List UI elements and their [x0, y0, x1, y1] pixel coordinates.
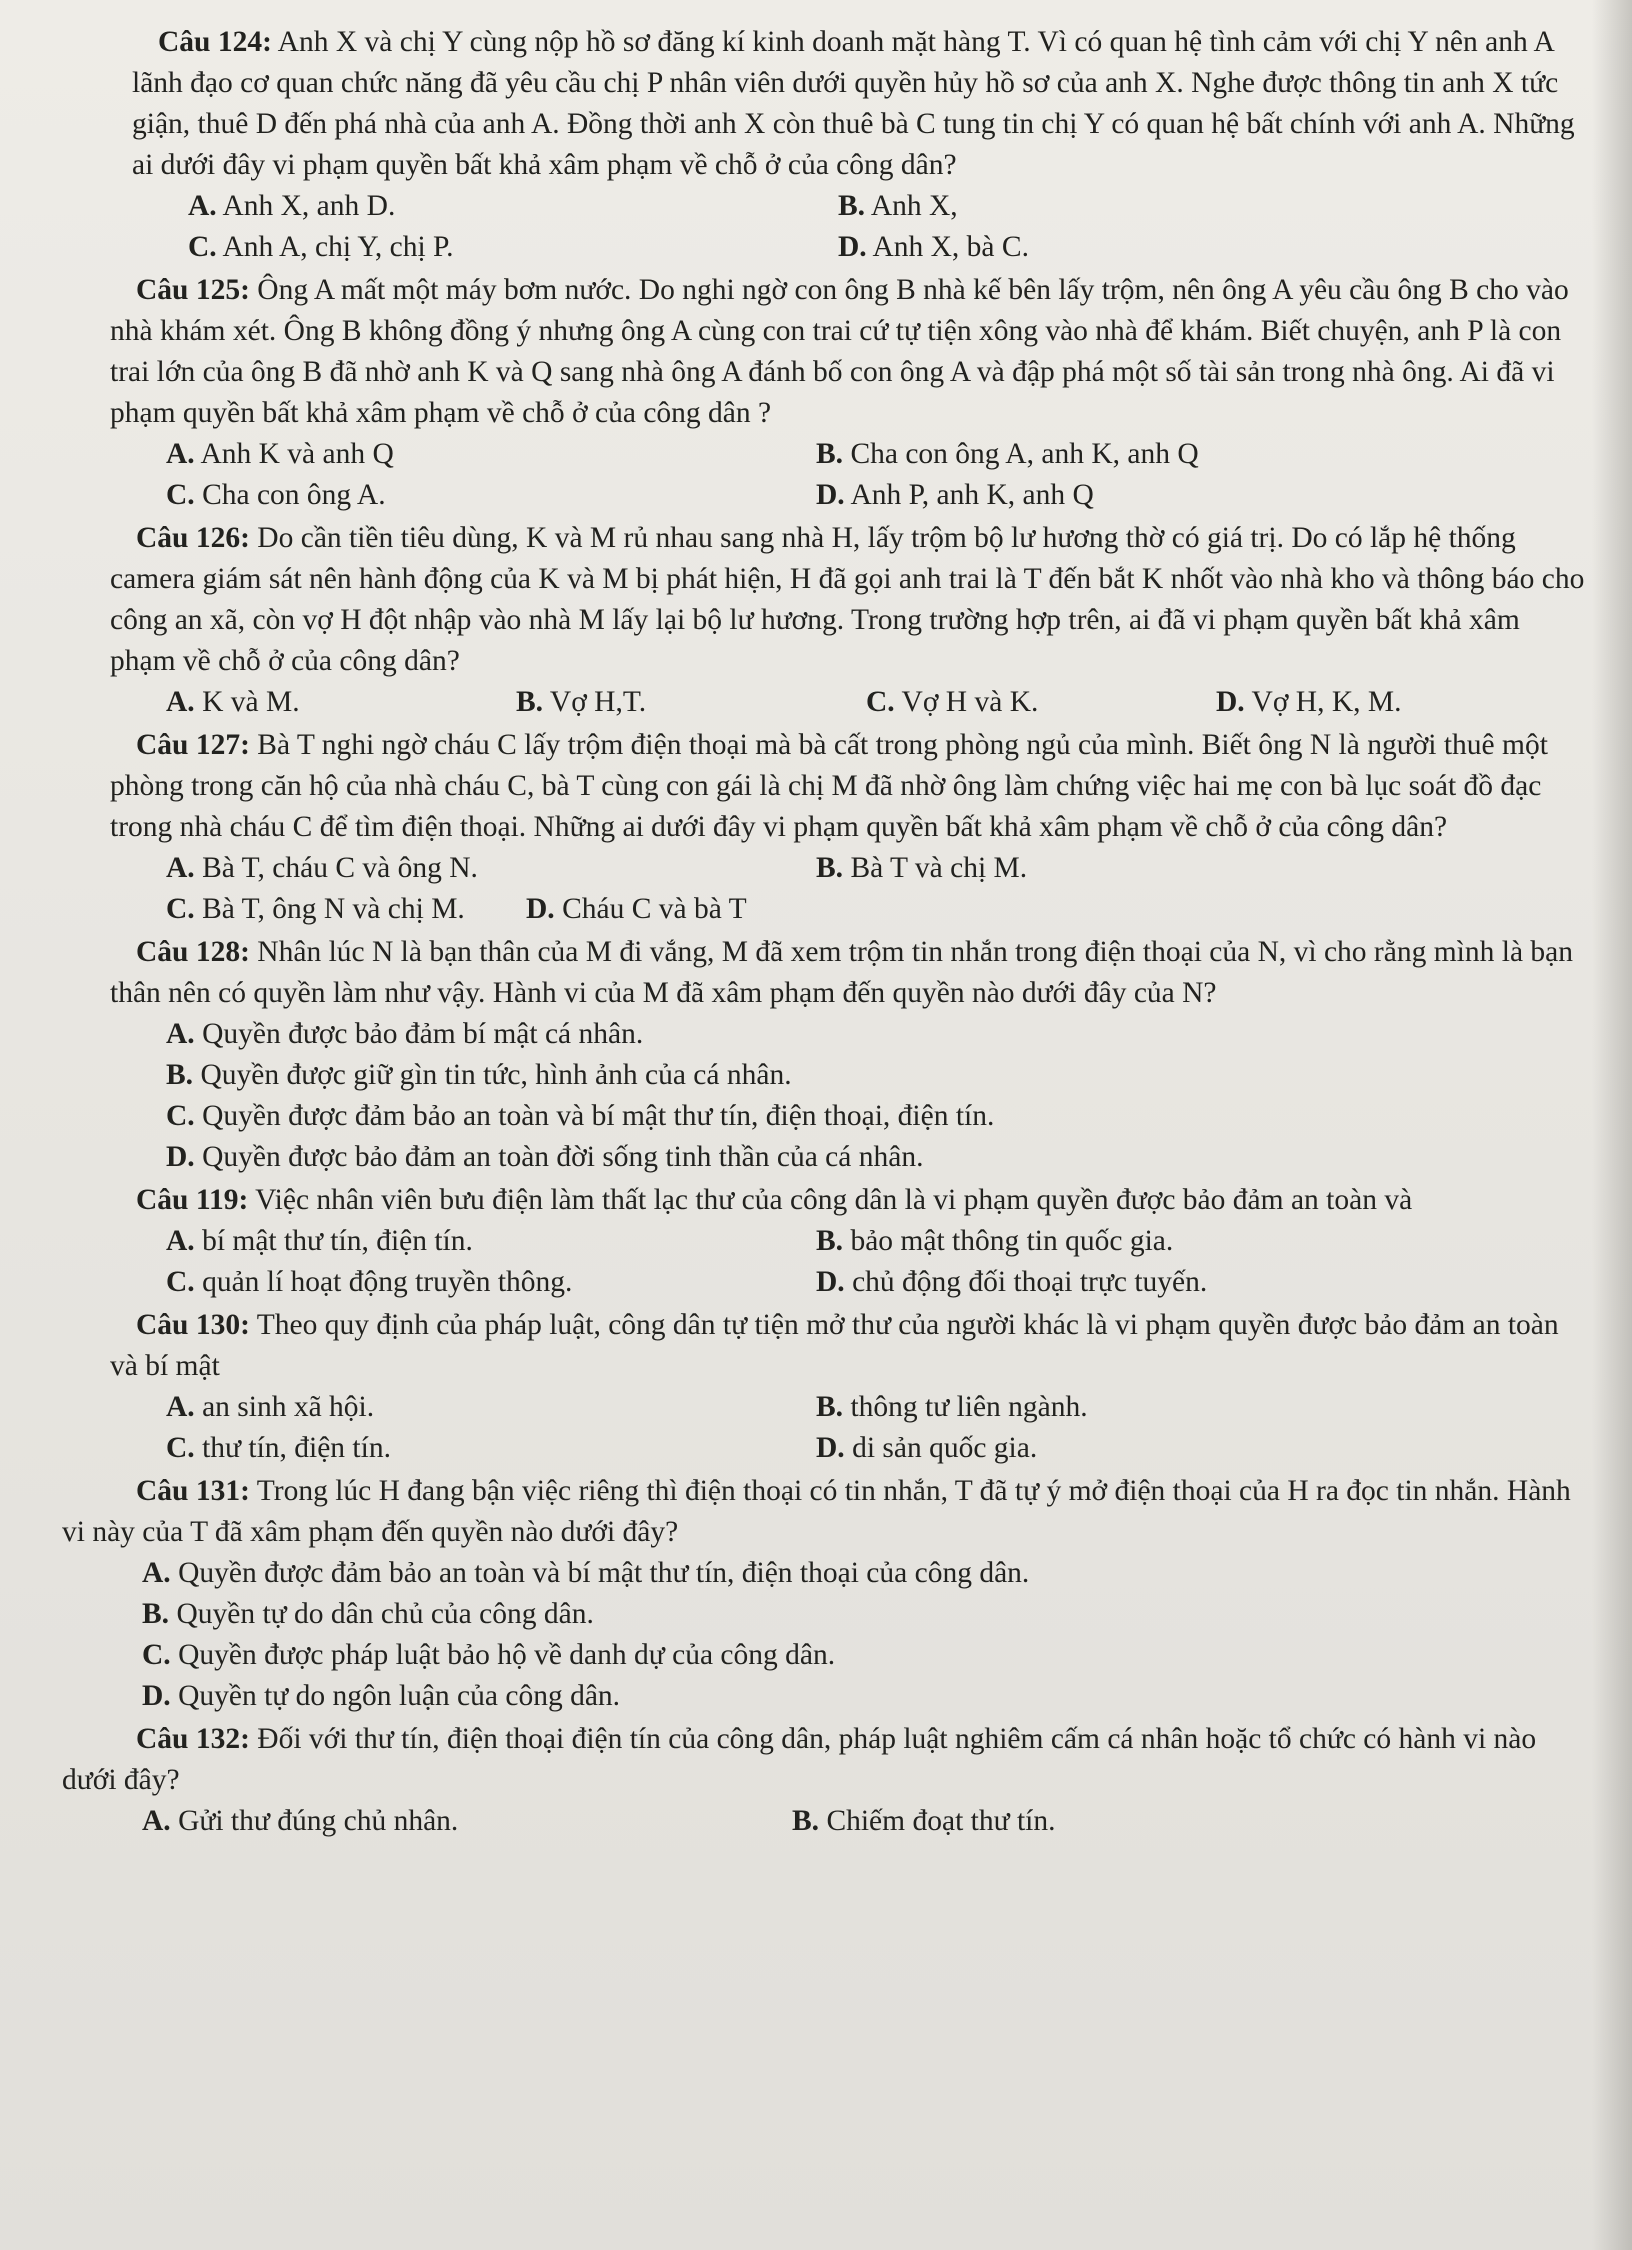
option-a: A. bí mật thư tín, điện tín.: [166, 1225, 473, 1257]
options-row: [110, 1262, 1590, 1303]
options-row: [62, 1801, 1590, 1842]
option-a: A. Quyền được đảm bảo an toàn và bí mật thư tín, điện thoại của công dân.: [142, 1557, 1030, 1589]
option-c: C. quản lí hoạt động truyền thông.: [166, 1266, 573, 1298]
options-row: [110, 1387, 1590, 1428]
options-row: [110, 475, 1590, 516]
question-stem: Bà T nghi ngờ cháu C lấy trộm điện thoại mà bà cất trong phòng ngủ của mình. Biết ông N là người thuê một phòng trong căn hộ của nhà cháu C, bà T cùng con gái là chị M đã nhờ ông làm chứng việc hai mẹ con bà lục soát đồ đạc trong nhà cháu C để tìm điện thoại. Những ai dưới đây vi phạm quyền bất khả xâm phạm về chỗ ở của công dân?: [110, 729, 1548, 843]
option-c: C. Anh A, chị Y, chị P.: [188, 231, 454, 263]
question-stem: Ông A mất một máy bơm nước. Do nghi ngờ con ông B nhà kế bên lấy trộm, nên ông A yêu cầu ông B cho vào nhà khám xét. Ông B không đồng ý nhưng ông A cùng con trai cứ tự tiện xông vào nhà để khám. Biết chuyện, anh P là con trai lớn của ông B đã nhờ anh K và Q sang nhà ông A đánh bố con ông A và đập phá một số tài sản trong nhà ông. Ai đã vi phạm quyền bất khả xâm phạm về chỗ ở của công dân ?: [110, 274, 1569, 429]
question-stem: Việc nhân viên bưu điện làm thất lạc thư của công dân là vi phạm quyền được bảo đảm an toàn và: [255, 1184, 1413, 1216]
option-b: B. thông tư liên ngành.: [816, 1391, 1088, 1423]
option-a: A. an sinh xã hội.: [166, 1391, 375, 1423]
options-stack: [62, 1553, 1590, 1717]
option-b: B. Bà T và chị M.: [816, 852, 1028, 884]
options-row: [110, 682, 1590, 723]
options-row: [110, 889, 1590, 930]
question-124: [132, 22, 1590, 268]
option-b: B. Quyền được giữ gìn tin tức, hình ảnh của cá nhân.: [166, 1059, 792, 1091]
option-d: D. Cháu C và bà T: [526, 893, 747, 925]
question-stem: Do cần tiền tiêu dùng, K và M rủ nhau sang nhà H, lấy trộm bộ lư hương thờ có giá trị. Do có lắp hệ thống camera giám sát nên hành động của K và M bị phát hiện, H đã gọi anh trai là T đến bắt K nhốt vào nhà kho và thông báo cho công an xã, còn vợ H đột nhập vào nhà M lấy lại bộ lư hương. Trong trường hợp trên, ai đã vi phạm quyền bất khả xâm phạm về chỗ ở của công dân?: [110, 522, 1585, 677]
question-130: [110, 1305, 1590, 1469]
option-d: D. Vợ H, K, M.: [1216, 686, 1402, 718]
option-c: C. Vợ H và K.: [866, 686, 1039, 718]
question-119: [110, 1180, 1590, 1303]
options-row: [132, 186, 1590, 227]
question-132: [62, 1719, 1590, 1842]
question-label: Câu 128:: [136, 936, 250, 968]
question-126: [110, 518, 1590, 723]
option-b: B. Anh X,: [838, 190, 958, 222]
option-b: B. Chiếm đoạt thư tín.: [792, 1805, 1056, 1837]
option-a: A. Gửi thư đúng chủ nhân.: [142, 1805, 459, 1837]
question-stem: Đối với thư tín, điện thoại điện tín của công dân, pháp luật nghiêm cấm cá nhân hoặc tổ chức có hành vi nào dưới đây?: [62, 1723, 1537, 1796]
question-label: Câu 130:: [136, 1309, 250, 1341]
question-128: [110, 932, 1590, 1178]
option-b: B. Quyền tự do dân chủ của công dân.: [142, 1598, 594, 1630]
question-list: [62, 22, 1590, 1844]
option-c: C. Quyền được đảm bảo an toàn và bí mật thư tín, điện thoại, điện tín.: [166, 1100, 995, 1132]
question-stem: Nhân lúc N là bạn thân của M đi vắng, M đã xem trộm tin nhắn trong điện thoại của N, vì cho rằng mình là bạn thân nên có quyền làm như vậy. Hành vi của M đã xâm phạm đến quyền nào dưới đây của N?: [110, 936, 1573, 1009]
page-edge-shadow: [1592, 0, 1632, 2250]
question-125: [110, 270, 1590, 516]
option-d: D. Quyền được bảo đảm an toàn đời sống tinh thần của cá nhân.: [166, 1141, 924, 1173]
options-row: [110, 1221, 1590, 1262]
question-127: [110, 725, 1590, 930]
option-d: D. chủ động đối thoại trực tuyến.: [816, 1266, 1208, 1298]
option-a: A. Anh X, anh D.: [188, 190, 396, 222]
option-d: D. Anh P, anh K, anh Q: [816, 479, 1094, 511]
question-label: Câu 131:: [136, 1475, 250, 1507]
option-d: D. Quyền tự do ngôn luận của công dân.: [142, 1680, 621, 1712]
question-label: Câu 132:: [136, 1723, 250, 1755]
question-label: Câu 119:: [136, 1184, 249, 1216]
option-b: B. Vợ H,T.: [516, 686, 647, 718]
option-d: D. Anh X, bà C.: [838, 231, 1029, 263]
option-c: C. Cha con ông A.: [166, 479, 386, 511]
options-row: [110, 434, 1590, 475]
question-stem: Theo quy định của pháp luật, công dân tự tiện mở thư của người khác là vi phạm quyền được bảo đảm an toàn và bí mật: [110, 1309, 1559, 1382]
question-label: Câu 126:: [136, 522, 250, 554]
option-b: B. bảo mật thông tin quốc gia.: [816, 1225, 1174, 1257]
question-stem: Trong lúc H đang bận việc riêng thì điện thoại có tin nhắn, T đã tự ý mở điện thoại của H ra đọc tin nhắn. Hành vi này của T đã xâm phạm đến quyền nào dưới đây?: [62, 1475, 1571, 1548]
options-row: [110, 848, 1590, 889]
option-d: D. di sản quốc gia.: [816, 1432, 1038, 1464]
question-131: [62, 1471, 1590, 1717]
question-label: Câu 127:: [136, 729, 250, 761]
question-stem: Anh X và chị Y cùng nộp hồ sơ đăng kí kinh doanh mặt hàng T. Vì có quan hệ tình cảm với chị Y nên anh A lãnh đạo cơ quan chức năng đã yêu cầu chị P nhân viên dưới quyền hủy hồ sơ của anh X. Nghe được thông tin anh X tức giận, thuê D đến phá nhà của anh A. Đồng thời anh X còn thuê bà C tung tin chị Y có quan hệ bất chính với anh A. Những ai dưới đây vi phạm quyền bất khả xâm phạm về chỗ ở của công dân?: [132, 26, 1575, 181]
options-row: [132, 227, 1590, 268]
options-row: [110, 1428, 1590, 1469]
option-a: A. Bà T, cháu C và ông N.: [166, 852, 478, 884]
question-label: Câu 124:: [158, 26, 272, 58]
option-a: A. K và M.: [166, 686, 300, 718]
option-c: C. Bà T, ông N và chị M.: [166, 893, 465, 925]
question-label: Câu 125:: [136, 274, 250, 306]
option-a: A. Quyền được bảo đảm bí mật cá nhân.: [166, 1018, 644, 1050]
option-c: C. Quyền được pháp luật bảo hộ về danh dự của công dân.: [142, 1639, 836, 1671]
option-b: B. Cha con ông A, anh K, anh Q: [816, 438, 1199, 470]
options-stack: [110, 1014, 1590, 1178]
option-a: A. Anh K và anh Q: [166, 438, 394, 470]
option-c: C. thư tín, điện tín.: [166, 1432, 391, 1464]
